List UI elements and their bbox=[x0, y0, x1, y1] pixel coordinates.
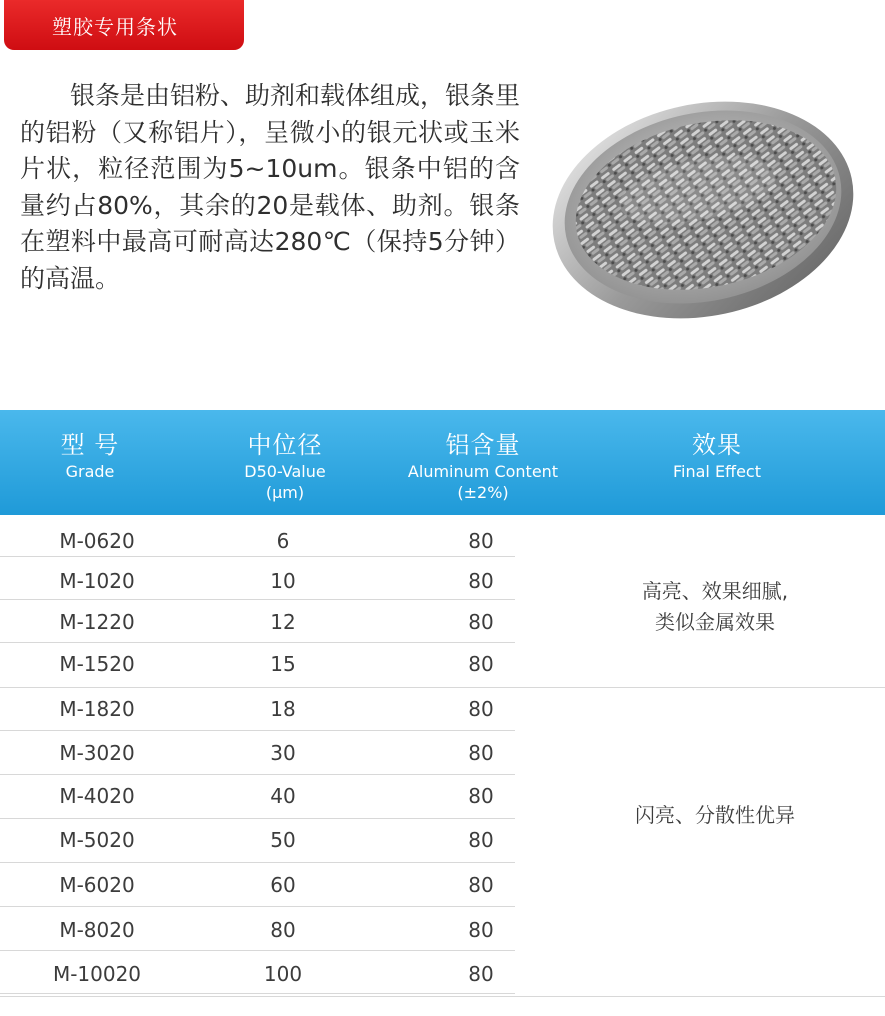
row-divider bbox=[0, 642, 515, 643]
cell-al: 80 bbox=[468, 741, 494, 765]
table-header bbox=[0, 410, 885, 515]
cell-grade: M-1820 bbox=[59, 697, 135, 721]
cell-d50: 80 bbox=[270, 918, 296, 942]
cell-d50: 100 bbox=[263, 962, 303, 986]
cell-al: 80 bbox=[468, 962, 494, 986]
cell-grade: M-1020 bbox=[59, 569, 135, 593]
cell-d50: 12 bbox=[270, 610, 296, 634]
row-divider bbox=[0, 950, 515, 951]
cell-al: 80 bbox=[468, 529, 494, 553]
cell-d50: 60 bbox=[270, 873, 296, 897]
row-divider bbox=[0, 993, 515, 994]
cell-d50: 18 bbox=[270, 697, 296, 721]
cell-al: 80 bbox=[468, 828, 494, 852]
row-divider bbox=[0, 599, 515, 600]
cell-grade: M-1220 bbox=[59, 610, 135, 634]
row-divider bbox=[0, 906, 515, 907]
row-divider bbox=[0, 818, 515, 819]
header-aluminum: 铝含量 Aluminum Content (±2%) bbox=[407, 431, 559, 502]
cell-grade: M-10020 bbox=[52, 962, 142, 986]
section-tag bbox=[4, 0, 244, 50]
cell-d50: 50 bbox=[270, 828, 296, 852]
table-bottom-divider bbox=[0, 996, 885, 997]
row-divider bbox=[0, 556, 515, 557]
header-effect: 效果 Final Effect bbox=[672, 431, 761, 481]
cell-al: 80 bbox=[468, 873, 494, 897]
cell-al: 80 bbox=[468, 784, 494, 808]
cell-d50: 15 bbox=[270, 652, 296, 676]
cell-grade: M-6020 bbox=[59, 873, 135, 897]
header-d50: 中位径 D50-Value (μm) bbox=[244, 431, 326, 502]
cell-d50: 40 bbox=[270, 784, 296, 808]
cell-grade: M-3020 bbox=[59, 741, 135, 765]
cell-al: 80 bbox=[468, 610, 494, 634]
aluminum-pellet-dish-image bbox=[548, 95, 858, 320]
header-grade: 型 号 Grade bbox=[60, 431, 120, 481]
cell-d50: 10 bbox=[270, 569, 296, 593]
cell-d50: 6 bbox=[276, 529, 290, 553]
group-divider bbox=[0, 687, 885, 688]
effect-group-1: 高亮、效果细腻, 类似金属效果 bbox=[641, 579, 789, 634]
row-divider bbox=[0, 774, 515, 775]
cell-al: 80 bbox=[468, 569, 494, 593]
intro-paragraph: 银条是由铝粉、助剂和载体组成，银条里的铝粉（又称铝片），呈微小的银元状或玉米片状，粒径范围为5~10um。银条中铝的含量约占80%，其余的20是载体、助剂。银条在塑料中最高可耐高达280℃（保持5分钟）的高温。 bbox=[20, 81, 521, 293]
cell-al: 80 bbox=[468, 918, 494, 942]
cell-al: 80 bbox=[468, 652, 494, 676]
row-divider bbox=[0, 730, 515, 731]
cell-grade: M-1520 bbox=[59, 652, 135, 676]
effect-group-2: 闪亮、分散性优异 bbox=[635, 803, 795, 827]
cell-grade: M-4020 bbox=[59, 784, 135, 808]
cell-al: 80 bbox=[468, 697, 494, 721]
cell-grade: M-5020 bbox=[59, 828, 135, 852]
cell-d50: 30 bbox=[270, 741, 296, 765]
section-tag-label: 塑胶专用条状 bbox=[52, 14, 178, 39]
cell-grade: M-8020 bbox=[59, 918, 135, 942]
row-divider bbox=[0, 862, 515, 863]
cell-grade: M-0620 bbox=[59, 529, 135, 553]
